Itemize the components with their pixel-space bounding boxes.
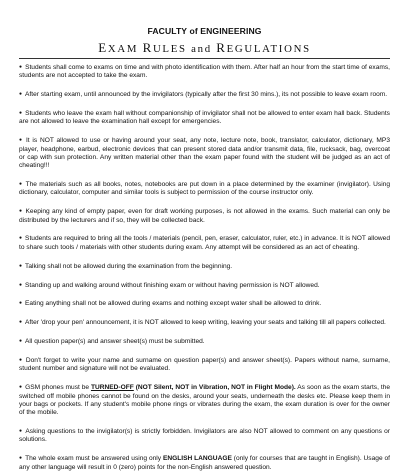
gsm-rest: As soon as the exam starts, the switched off mobile phones cannot be found on the desks, around your seats, underneath the desks etc. Please keep them in your bags or pockets. If any student's mobile phone rings or vibrates during the exam, the exam duration is over for the owner of the mobile.: [19, 384, 390, 417]
rules-list: [19, 63, 390, 472]
document-page: [0, 26, 400, 471]
rule-item: ● Standing up and walking around without finishing exam or without having permission is NOT allowed.: [19, 281, 390, 290]
rule-item: ● Asking questions to the invigilator(s) is strictly forbidden. Invigilators are also NOT allowed to comment on any questions or solutions.: [19, 427, 390, 445]
rule-item: ● After 'drop your pen' announcement, it is NOT allowed to keep writing, leaving your seats and talking till all papers collected.: [19, 318, 390, 327]
title-initial-r1: R: [142, 40, 153, 55]
rule-item: ● It is NOT allowed to use or having around your seat, any note, lecture note, book, translator, calculator, dictionary, MP3 player, headphone, earbud, electronic devices that can present stored data and/or transmit data, file, rucksack, bag, overcoat or cap with sun protection. Any written material other than the exam paper found with the student will be judged as an act of cheating!!!: [19, 136, 390, 170]
language-rest: (only for courses that are taught in English). Usage of any other language will result in 0 (zero) points for the non-English answered question.: [19, 455, 390, 471]
rule-item: ● Students shall come to exams on time and with photo identification with them. After half an hour from the start time of exams, students are not accepted to take the exam.: [19, 63, 390, 81]
title-initial-r2: R: [216, 40, 227, 55]
rule-item: ● Don't forget to write your name and surname on question paper(s) and answer sheet(s). Papers without name, surname, student number and signature will not be evaluated.: [19, 356, 390, 374]
rule-item: ● Talking shall not be allowed during the examination from the beginning.: [19, 262, 390, 271]
rule-item-gsm: [19, 383, 390, 417]
gsm-lead: GSM phones must be: [25, 384, 91, 392]
rule-item: ● Eating anything shall not be allowed during exams and nothing except water shall be allowed to drink.: [19, 299, 390, 308]
rule-item-language: [19, 454, 390, 472]
language-english: ENGLISH LANGUAGE: [162, 455, 232, 463]
title-word-regulations: EGULATIONS: [226, 43, 311, 55]
rule-item: ● Students are required to bring all the tools / materials (pencil, pen, eraser, calculator, ruler, etc.) in advance. It is NOT allowed to share such tools / materials with other students during exam. Any attempt will be considered as an act of cheating.: [19, 234, 390, 252]
faculty-heading: FACULTY of ENGINEERING: [147, 26, 262, 36]
document-title: [19, 40, 390, 56]
title-word-rules: ULES and: [152, 43, 217, 55]
language-lead: The whole exam must be answered using only: [25, 455, 163, 463]
rule-item: ● After starting exam, until announced by the invigilators (typically after the first 30 mins.), its not possible to leave exam room.: [19, 90, 390, 99]
rule-item: ● All question paper(s) and answer sheet(s) must be submitted.: [19, 337, 390, 346]
rule-item: ● Students who leave the exam hall without companionship of invigilator shall not be allowed to enter exam hall back. Students are not allowed to leave the examination hall except for emergencies.: [19, 109, 390, 127]
title-word-exam: XAM: [107, 43, 143, 55]
gsm-modes: (NOT Silent, NOT in Vibration, NOT in Flight Mode).: [133, 384, 296, 392]
title-underline: [19, 58, 390, 59]
rule-item: ● The materials such as all books, notes, notebooks are put down in a place determined by the examiner (invigilator). Using dictionary, calculator, computer and similar tools is subject to permission of the course instructor only.: [19, 180, 390, 198]
rule-item: ● Keeping any kind of empty paper, even for draft working purposes, is not allowed in the exams. Such material can only be distributed by the lecturers and if so, they will be collected back.: [19, 207, 390, 225]
title-initial-e: E: [98, 40, 108, 55]
gsm-turned-off: TURNED-OFF: [90, 384, 134, 392]
